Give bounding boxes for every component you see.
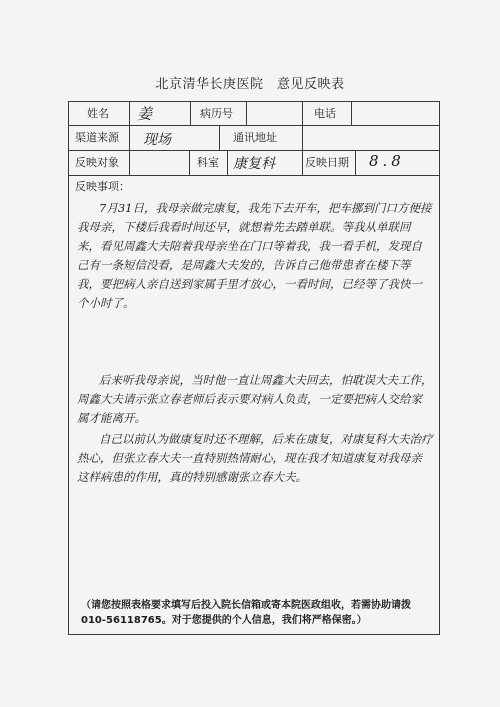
channel-field[interactable]: 现场 — [143, 132, 171, 148]
phone-label: 电话 — [314, 107, 336, 120]
col-divider — [129, 102, 130, 175]
target-label: 反映对象 — [75, 156, 119, 169]
col-divider — [227, 150, 228, 175]
col-divider — [302, 102, 303, 125]
content-paragraph-1[interactable]: 7月31日，我母亲做完康复，我先下去开车，把车挪到门口方便接我母亲，下楼后我看时间还早，就想着先去踏单联。等我从单联回来，看见周鑫大夫陪着我母亲坐在门口等着我，我一看手机，发现自己有一条短信没看，是周鑫大夫发的，告诉自己他带患者在楼下等我，要把病人亲自送到家属手里才放心，一看时间，已经等了我快一个小时了。 — [77, 201, 432, 310]
address-label: 通讯地址 — [233, 131, 277, 144]
form-title: 北京清华长庚医院 意见反映表 — [155, 77, 345, 92]
name-field[interactable]: 姜 — [137, 105, 153, 123]
row-divider — [69, 175, 439, 176]
col-divider — [190, 102, 191, 125]
row-divider — [69, 125, 439, 126]
col-divider — [189, 150, 190, 175]
content-paragraph-3[interactable]: 自己以前认为做康复时还不理解，后来在康复，对康复科大夫治疗热心，但张立春大夫一直特别热情耐心，现在我才知道康复对我母亲这样病患的作用，真的特别感谢张立春大夫。 — [77, 432, 433, 484]
col-divider — [351, 102, 352, 125]
name-label: 姓名 — [87, 107, 109, 120]
department-label: 科室 — [197, 156, 219, 169]
feedback-form — [68, 101, 440, 635]
date-label: 反映日期 — [305, 156, 349, 169]
content-label: 反映事项： — [75, 180, 130, 193]
row-divider — [69, 150, 439, 151]
record-number-label: 病历号 — [200, 107, 233, 120]
col-divider — [246, 102, 247, 125]
col-divider — [219, 125, 220, 150]
col-divider — [302, 150, 303, 175]
col-divider — [302, 125, 303, 150]
channel-label: 渠道来源 — [75, 131, 119, 144]
content-paragraph-2[interactable]: 后来听我母亲说，当时他一直让周鑫大夫回去，怕耽误大夫工作，周鑫大夫请示张立春老师后表示要对病人负责，一定要把病人交给家属才能离开。 — [77, 373, 433, 425]
department-field[interactable]: 康复科 — [233, 156, 275, 172]
col-divider — [355, 150, 356, 175]
date-field[interactable]: 8.8 — [369, 152, 405, 170]
footer-note: （请您按照表格要求填写后投入院长信箱或寄本院医政组收，若需协助请拨010-56118765。对于您提供的个人信息，我们将严格保密。） — [81, 600, 411, 626]
